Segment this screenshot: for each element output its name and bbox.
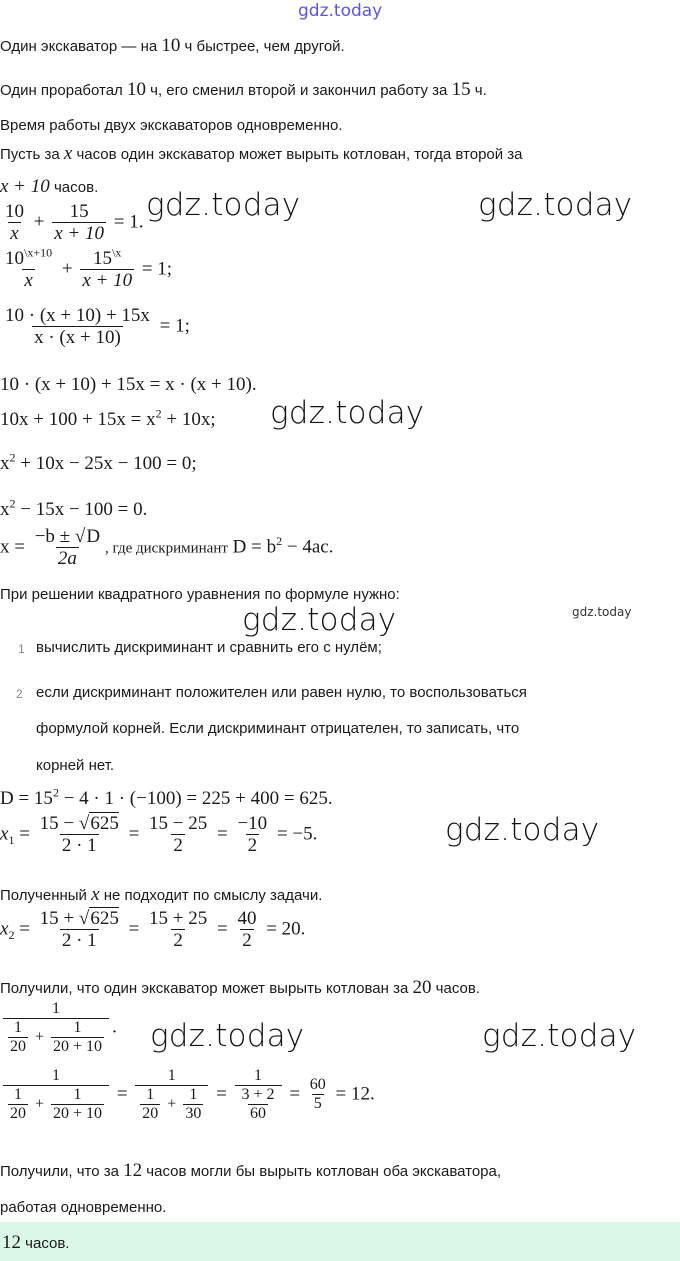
equation-8: $\frac{10 \cdot (x + 10) + 15x}{x \cdot (x + 10)}$ = 1;: [5, 305, 190, 348]
answer-box: [0, 1222, 680, 1261]
watermark: gdz.today: [150, 1018, 305, 1054]
text-final-1: Получили, что за 12 часов могли бы вырыть котлован оба экскаватора,: [0, 1160, 502, 1181]
root-x1: $x_1$ = $\frac{15 - √625}{2 \cdot 1}$ = $\frac{15 - 25}{2}$ = $\frac{-10}{2}$ = −5.: [0, 813, 318, 856]
equation-10: $10x + 100 + 15x = x^2 + 10x$;: [0, 406, 216, 430]
watermark-top: gdz.today: [298, 1, 383, 21]
equation-6: $\frac{10}{x}$ + $\frac{15}{x + 10}$ = 1.: [5, 201, 144, 244]
list-number-1: 1: [18, 642, 25, 656]
watermark: gdz.today: [482, 1018, 637, 1054]
text-line-4: Пусть за x часов один экскаватор может вырыть котлован, тогда второй за: [0, 143, 523, 164]
quadratic-formula: x = $\frac{-b \pm √D}{2a}$ , где дискриминант $D = b^2 - 4ac$.: [0, 527, 334, 569]
combined-time-calc: 1 $\frac{1}{20}$ + $\frac{1}{20 + 10}$ = 1 $\frac{1}{20}$ + $\frac{1}{30}$ = $\frac{1}{\frac{3 + 2}{60}}$ = $\frac{60}{5}$ = 12.: [0, 1068, 375, 1122]
list-item-2-line-1: если дискриминант положителен или равен нулю, то воспользоваться: [36, 684, 527, 701]
text-got-20: Получили, что один экскаватор может вырыть котлован за 20 часов.: [0, 977, 480, 998]
watermark: gdz.today: [242, 602, 397, 638]
text-not-fit: Полученный x не подходит по смыслу задачи.: [0, 884, 323, 905]
equation-12: $x^2 - 15x - 100 = 0$.: [0, 496, 148, 520]
watermark: gdz.today: [270, 395, 425, 431]
text-line-1: Один экскаватор — на 10 ч быстрее, чем другой.: [0, 35, 345, 56]
rule-intro: При решении квадратного уравнения по формуле нужно:: [0, 586, 400, 603]
list-number-2: 2: [16, 687, 23, 701]
discriminant-calc: $D = 15^2 - 4 \cdot 1 \cdot (-100) = 225 + 400 = 625$.: [0, 785, 333, 809]
watermark: gdz.today: [146, 187, 301, 223]
equation-7: $\frac{10^{\backslash x+10}}{x}$ + $\frac{15^{\backslash x}}{x + 10}$ = 1;: [5, 245, 173, 291]
watermark: gdz.today: [478, 187, 633, 223]
list-item-2-line-3: корней нет.: [36, 757, 115, 774]
text-final-2: работая одновременно.: [0, 1199, 167, 1216]
equation-9: 10 · (x + 10) + 15x = x · (x + 10).: [0, 374, 257, 395]
text-line-2: Один проработал 10 ч, его сменил второй и закончил работу за 15 ч.: [0, 79, 487, 100]
combined-rate-expression: 1 $\frac{1}{20}$ + $\frac{1}{20 + 10}$ .: [0, 1001, 117, 1055]
equation-11: $x^2 + 10x - 25x - 100 = 0$;: [0, 450, 197, 474]
text-line-3: Время работы двух экскаваторов одновременно.: [0, 117, 343, 134]
text-line-5: x + 10 часов.: [0, 176, 99, 197]
watermark-small: gdz.today: [572, 605, 632, 619]
list-item-2-line-2: формулой корней. Если дискриминант отрицателен, то записать, что: [36, 720, 520, 737]
root-x2: $x_2$ = $\frac{15 + √625}{2 \cdot 1}$ = $\frac{15 + 25}{2}$ = $\frac{40}{2}$ = 20.: [0, 908, 306, 951]
list-item-1: вычислить дискриминант и сравнить его с нулём;: [36, 639, 382, 656]
answer-text: 12 часов.: [2, 1232, 70, 1253]
watermark: gdz.today: [445, 812, 600, 848]
